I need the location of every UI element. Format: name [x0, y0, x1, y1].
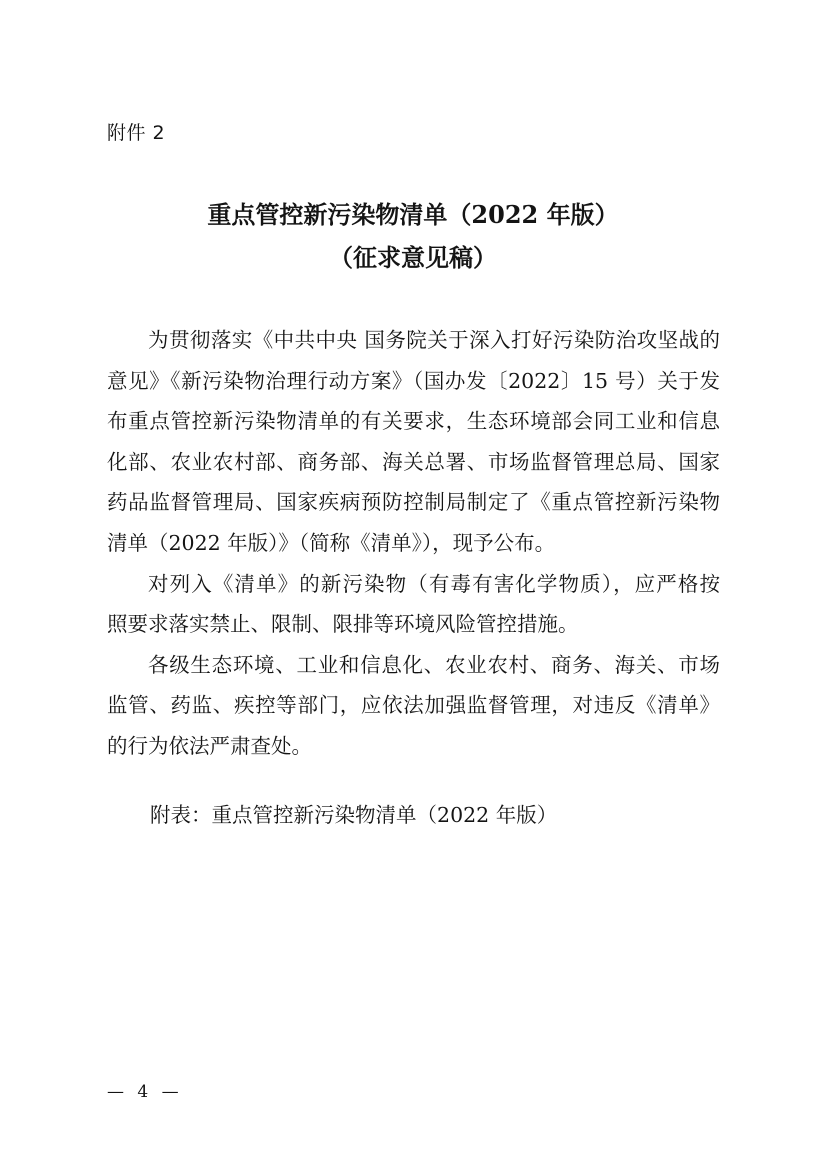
body-line: 照要求落实禁止、限制、限排等环境风险管控措施。	[107, 612, 579, 637]
paragraph-requirements	[107, 564, 720, 645]
body-line: 布重点管控新污染物清单的有关要求，生态环境部会同工业和信息	[107, 409, 720, 434]
title-draft-note: （征求意见稿）	[329, 243, 497, 272]
body-line: 监管、药监、疾控等部门，应依法加强监督管理，对违反《清单》	[107, 693, 720, 718]
body-line: 意见》《新污染物治理行动方案》（国办发〔2022〕15 号）关于发	[107, 368, 720, 393]
document-title	[0, 193, 826, 279]
body-line: 化部、农业农村部、商务部、海关总署、市场监督管理总局、国家	[107, 449, 720, 474]
appendix-note: 附表：重点管控新污染物清单（2022 年版）	[150, 803, 558, 827]
paragraph-announcement	[107, 320, 720, 564]
body-line: 对列入《清单》的新污染物（有毒有害化学物质），应严格按	[148, 571, 720, 596]
page-number: — 4 —	[107, 1082, 179, 1102]
body-line: 为贯彻落实《中共中央 国务院关于深入打好污染防治攻坚战的	[148, 328, 720, 352]
body-line: 各级生态环境、工业和信息化、农业农村、商务、海关、市场	[148, 652, 720, 677]
attachment-label: 附件 2	[107, 122, 166, 144]
body-line: 的行为依法严肃查处。	[107, 733, 312, 758]
body-line: 清单（2022 年版）》（简称《清单》），现予公布。	[107, 530, 556, 555]
paragraph-enforcement	[107, 645, 720, 767]
body-line: 药品监督管理局、国家疾病预防控制局制定了《重点管控新污染物	[107, 490, 720, 515]
document-body	[107, 320, 720, 767]
title-main: 重点管控新污染物清单（2022 年版）	[207, 200, 619, 229]
